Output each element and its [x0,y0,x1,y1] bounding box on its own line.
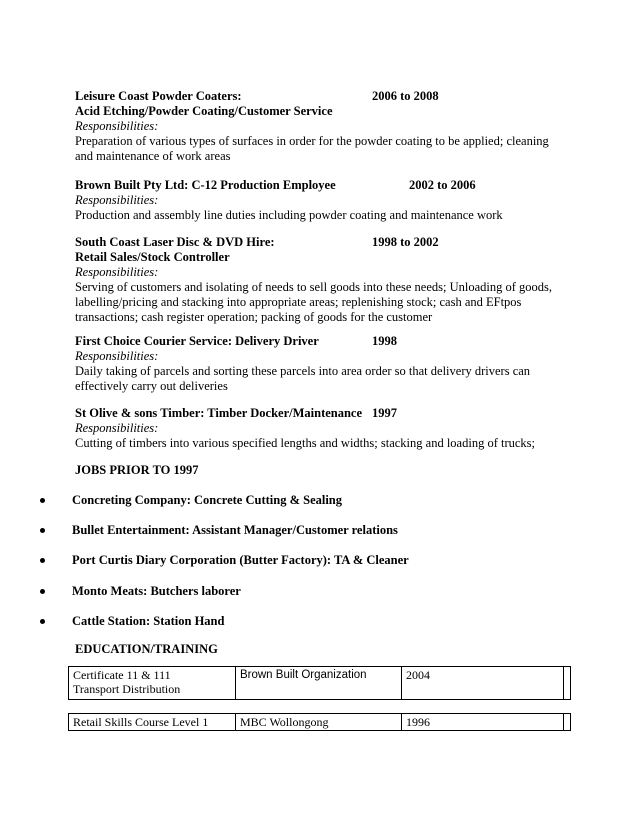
empty-cell [563,667,570,700]
bullet-icon [40,558,45,563]
job-description-line: and maintenance of work areas [75,149,231,163]
provider-cell: Brown Built Organization [235,667,401,700]
job-description-line: effectively carry out deliveries [75,379,228,393]
course-name-line: Certificate 11 & 111 [73,668,171,682]
list-item [40,493,342,508]
responsibilities-label: Responsibilities: [75,119,159,133]
prior-job-label: Concreting Company: Concrete Cutting & Sealing [72,493,343,507]
job-description-line: transactions; cash register operation; packing of goods for the customer [75,310,433,324]
bullet-icon [40,528,45,533]
job-title: First Choice Courier Service: Delivery Driver [75,334,319,348]
course-cell: Retail Skills Course Level 1 [69,714,236,731]
jobs-prior-heading: JOBS PRIOR TO 1997 [75,463,199,477]
job-title: Leisure Coast Powder Coaters: [75,89,242,103]
job-date: 2002 to 2006 [409,178,476,192]
bullet-icon [40,619,45,624]
job-entry-south-coast [75,235,565,325]
bullet-icon [40,589,45,594]
job-description-line: Cutting of timbers into various specified lengths and widths; stacking and loading of trucks; [75,436,535,450]
bullet-icon [40,498,45,503]
course-cell [69,667,236,700]
list-item [40,523,398,538]
year-cell: 2004 [401,667,563,700]
list-item [40,553,409,568]
job-entry-first-choice [75,334,565,394]
job-title: Brown Built Pty Ltd: C-12 Production Employee [75,178,336,192]
job-title: St Olive & sons Timber: Timber Docker/Maintenance [75,406,363,420]
job-date: 2006 to 2008 [372,89,439,103]
course-name-line: Transport Distribution [73,682,181,696]
job-subtitle: Retail Sales/Stock Controller [75,250,230,264]
job-description-line: labelling/pricing and stacking into appropriate areas; replenishing stock; cash and EFtpos [75,295,522,309]
job-entry-st-olive [75,406,565,451]
education-heading: EDUCATION/TRAINING [75,642,218,656]
empty-cell [563,714,570,731]
list-item [40,584,241,599]
year-cell: 1996 [401,714,563,731]
table-row [69,667,571,700]
list-item [40,614,224,629]
prior-job-label: Cattle Station: Station Hand [72,614,225,628]
job-date: 1998 [372,334,397,348]
table-row [69,714,571,731]
responsibilities-label: Responsibilities: [75,421,159,435]
job-date: 1997 [372,406,397,420]
responsibilities-label: Responsibilities: [75,349,159,363]
education-table-row-1 [68,666,571,700]
prior-job-label: Bullet Entertainment: Assistant Manager/Customer relations [72,523,398,537]
education-table-row-2 [68,713,571,731]
responsibilities-label: Responsibilities: [75,193,159,207]
job-entry-brown-built [75,178,565,223]
job-date: 1998 to 2002 [372,235,439,249]
provider-cell: MBC Wollongong [235,714,401,731]
job-entry-leisure-coast [75,89,565,164]
prior-job-label: Port Curtis Diary Corporation (Butter Factory): TA & Cleaner [72,553,409,567]
responsibilities-label: Responsibilities: [75,265,159,279]
job-description-line: Preparation of various types of surfaces in order for the powder coating to be applied; cleaning [75,134,549,148]
job-description-line: Serving of customers and isolating of needs to sell goods into these needs; Unloading of goods, [75,280,553,294]
prior-job-label: Monto Meats: Butchers laborer [72,584,241,598]
job-description-line: Daily taking of parcels and sorting these parcels into area order so that delivery drivers can [75,364,531,378]
job-title: South Coast Laser Disc & DVD Hire: [75,235,275,249]
job-description-line: Production and assembly line duties including powder coating and maintenance work [75,208,503,222]
job-subtitle: Acid Etching/Powder Coating/Customer Service [75,104,333,118]
